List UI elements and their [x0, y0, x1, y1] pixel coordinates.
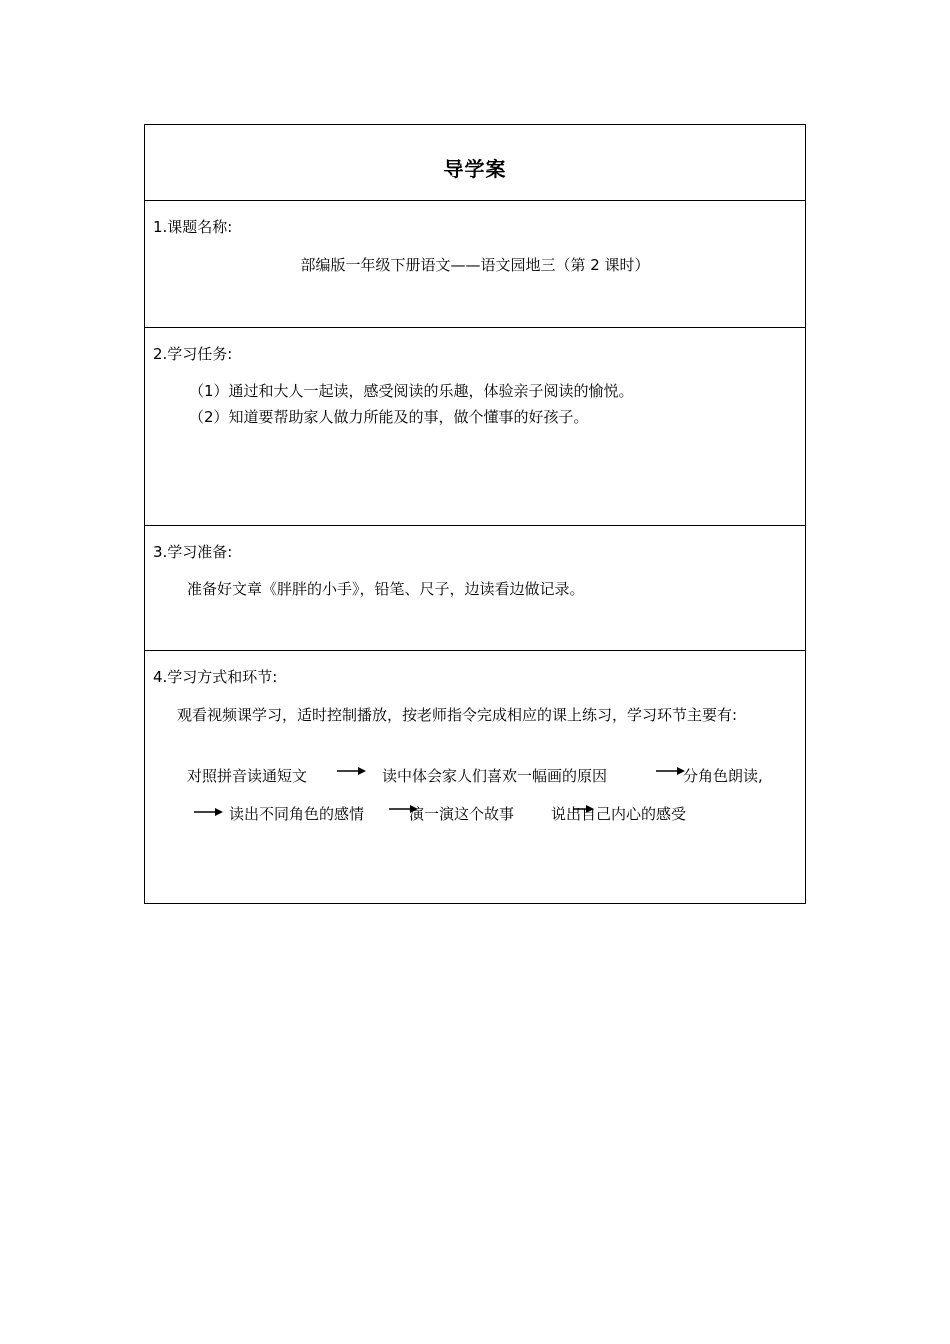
- guide-table: [144, 124, 806, 904]
- section-topic-value: 部编版一年级下册语文——语文园地三（第 2 课时）: [300, 256, 650, 274]
- step-item: 读出不同角色的感情: [229, 805, 365, 823]
- section-topic: [145, 201, 805, 328]
- step-item: 演一演这个故事: [409, 805, 515, 823]
- step-item: 说出自己内心的感受: [551, 805, 687, 823]
- section-tasks-label: 2.学习任务:: [153, 345, 233, 363]
- step-item: 分角色朗读,: [683, 767, 763, 785]
- task-item: （1）通过和大人一起读，感受阅读的乐趣，体验亲子阅读的愉悦。: [189, 382, 634, 400]
- document-title: 导学案: [443, 157, 507, 181]
- section-tasks: [145, 328, 805, 526]
- section-topic-label: 1.课题名称:: [153, 218, 233, 236]
- section-preparation: [145, 526, 805, 651]
- arrow-icon: [337, 766, 367, 776]
- section-method: [145, 651, 805, 903]
- method-intro: 观看视频课学习，适时控制播放，按老师指令完成相应的课上练习，学习环节主要有:: [177, 706, 738, 724]
- step-item: 读中体会家人们喜欢一幅画的原因: [382, 767, 608, 785]
- section-preparation-label: 3.学习准备:: [153, 543, 233, 561]
- section-method-label: 4.学习方式和环节:: [153, 668, 278, 686]
- title-row: [145, 125, 805, 201]
- preparation-text: 准备好文章《胖胖的小手》，铅笔、尺子，边读看边做记录。: [187, 580, 585, 598]
- step-item: 对照拼音读通短文: [187, 767, 308, 785]
- arrow-icon: [656, 766, 686, 776]
- task-item: （2）知道要帮助家人做力所能及的事，做个懂事的好孩子。: [189, 408, 589, 426]
- arrow-icon: [194, 807, 224, 817]
